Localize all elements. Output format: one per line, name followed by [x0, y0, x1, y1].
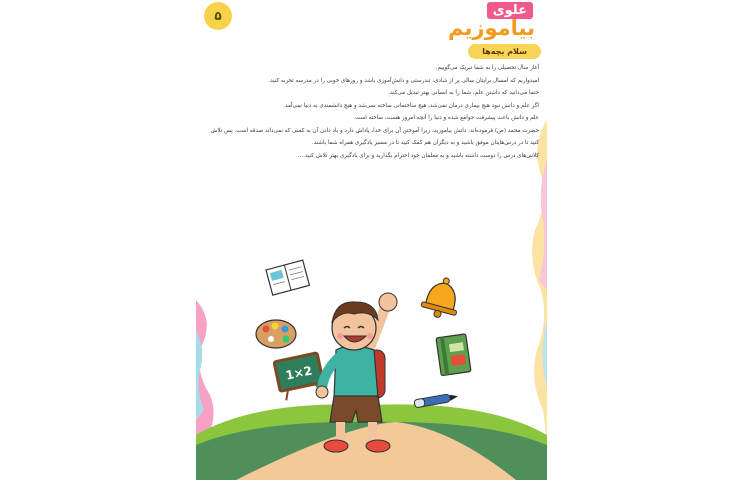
chalkboard-text: 1×2	[284, 363, 314, 383]
paragraph: امیدواریم که امسال برایتان سالی پر از شادی، تندرستی و دانش‌آموزی باشد و روزهای خوبی را در مدرسه تجربه کنید.	[268, 77, 539, 84]
page-number-badge: ۵	[204, 2, 232, 30]
paragraph: کلاس‌های درس را دوست داشته باشید و به معلمان خود احترام بگذارید و برای یادگیری بهتر تلاش کنید....	[297, 152, 539, 159]
paragraph: حضرت محمد (ص) فرموده‌اند: دانش بیاموزید، زیرا آموختن آن برای خدا، پاداش دارد و یاد دادن آن به کسی که نمی‌داند صدقه است. پس تلاش کنید تا در درس‌هایتان موفق باشید و به دیگران هم کمک کنید تا در مسیر یادگیری همراه شما باشند.	[210, 127, 539, 146]
subheading-pill: سلام بچه‌ها	[468, 44, 541, 59]
school-boy-illustration	[196, 250, 547, 480]
paragraph: علم و دانش باعث پیشرفت جوامع شده و دنیا را آنچه امروز هست، ساخته است.	[353, 115, 539, 121]
paragraph: حتما می‌دانید که داشتن علم، شما را به انسانی بهتر تبدیل می‌کند.	[388, 90, 539, 96]
book-page	[196, 0, 547, 480]
paint-palette-icon	[256, 320, 296, 348]
bell-icon	[419, 273, 464, 321]
section-title: علوی	[487, 2, 533, 19]
paragraph: اگر علم و دانش نبود هیچ بیماری درمان نمی‌شد، هیچ ساختمانی ساخته نمی‌شد و هیچ دانشمندی به دنیا نمی‌آمد.	[283, 102, 539, 109]
open-book-icon	[266, 260, 309, 295]
green-book-icon	[436, 334, 471, 376]
main-title: بیاموزیم	[448, 16, 535, 40]
body-text	[204, 62, 539, 162]
paragraph: آغاز سال تحصیلی را به شما تبریک می‌گوییم.	[435, 65, 539, 71]
